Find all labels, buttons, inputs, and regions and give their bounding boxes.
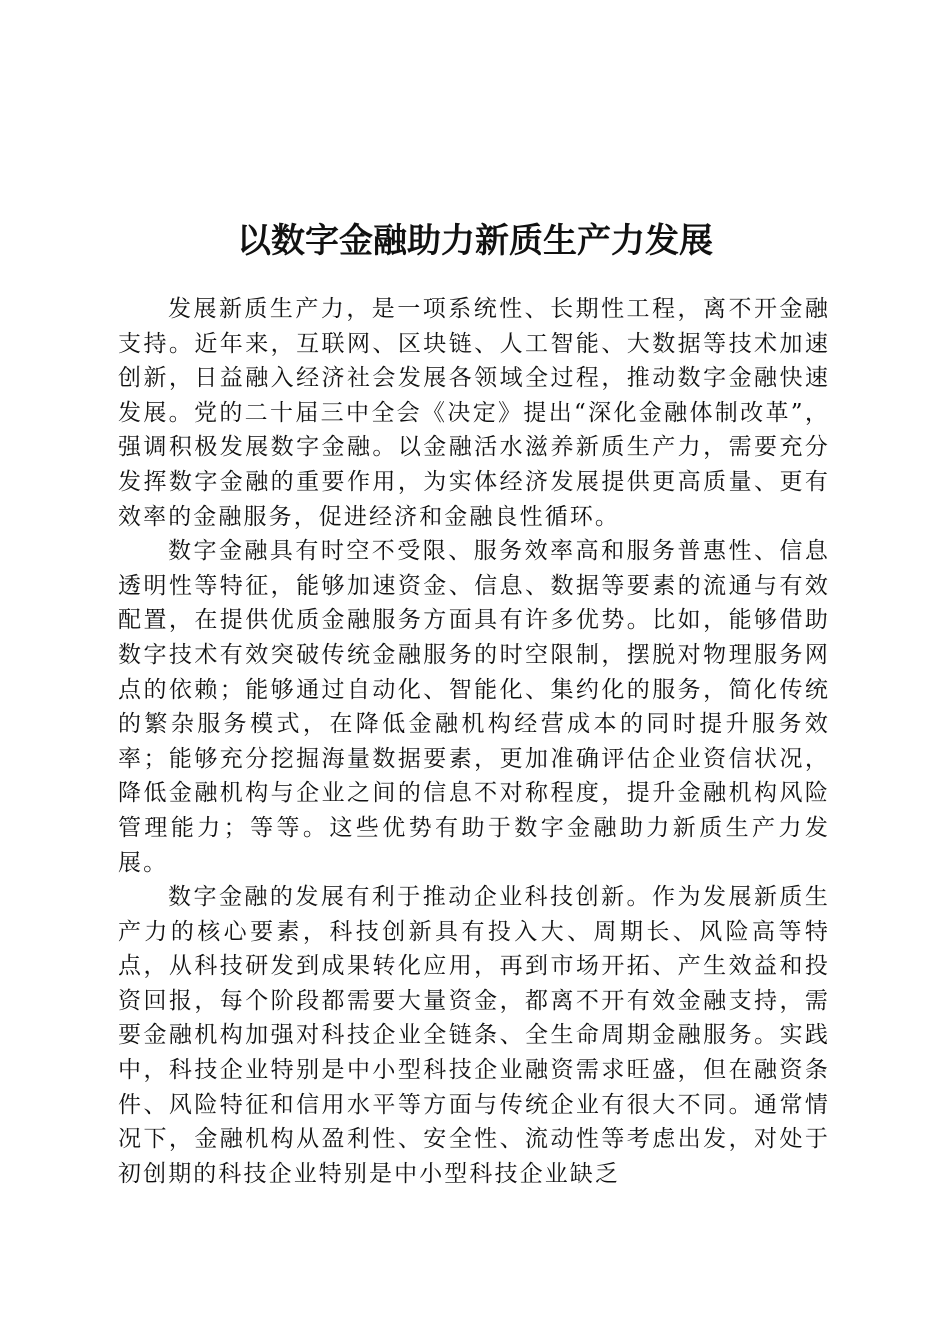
page-title: 以数字金融助力新质生产力发展 <box>237 220 713 261</box>
paragraph-1: 发展新质生产力，是一项系统性、长期性工程，离不开金融支持。近年来，互联网、区块链、人工智能、大数据等技术加速创新，日益融入经济社会发展各领域全过程，推动数字金融快速发展。党的二十届三中全会《决定》提出“深化金融体制改革”，强调积极发展数字金融。以金融活水滋养新质生产力，需要充分发挥数字金融的重要作用，为实体经济发展提供更高质量、更有效率的金融服务，促进经济和金融良性循环。 <box>118 296 830 530</box>
paragraph-2: 数字金融具有时空不受限、服务效率高和服务普惠性、信息透明性等特征，能够加速资金、信息、数据等要素的流通与有效配置，在提供优质金融服务方面具有许多优势。比如，能够借助数字技术有效突破传统金融服务的时空限制，摆脱对物理服务网点的依赖；能够通过自动化、智能化、集约化的服务，简化传统的繁杂服务模式，在降低金融机构经营成本的同时提升服务效率；能够充分挖掘海量数据要素，更加准确评估企业资信状况，降低金融机构与企业之间的信息不对称程度，提升金融机构风险管理能力；等等。这些优势有助于数字金融助力新质生产力发展。 <box>118 538 830 876</box>
paragraph-3: 数字金融的发展有利于推动企业科技创新。作为发展新质生产力的核心要素，科技创新具有投入大、周期长、风险高等特点，从科技研发到成果转化应用，再到市场开拓、产生效益和投资回报，每个阶段都需要大量资金，都离不开有效金融支持，需要金融机构加强对科技企业全链条、全生命周期金融服务。实践中，科技企业特别是中小型科技企业融资需求旺盛，但在融资条件、风险特征和信用水平等方面与传统企业有很大不同。通常情况下，金融机构从盈利性、安全性、流动性等考虑出发，对处于初创期的科技企业特别是中小型科技企业缺乏 <box>118 884 830 1187</box>
article-body <box>118 292 830 1191</box>
